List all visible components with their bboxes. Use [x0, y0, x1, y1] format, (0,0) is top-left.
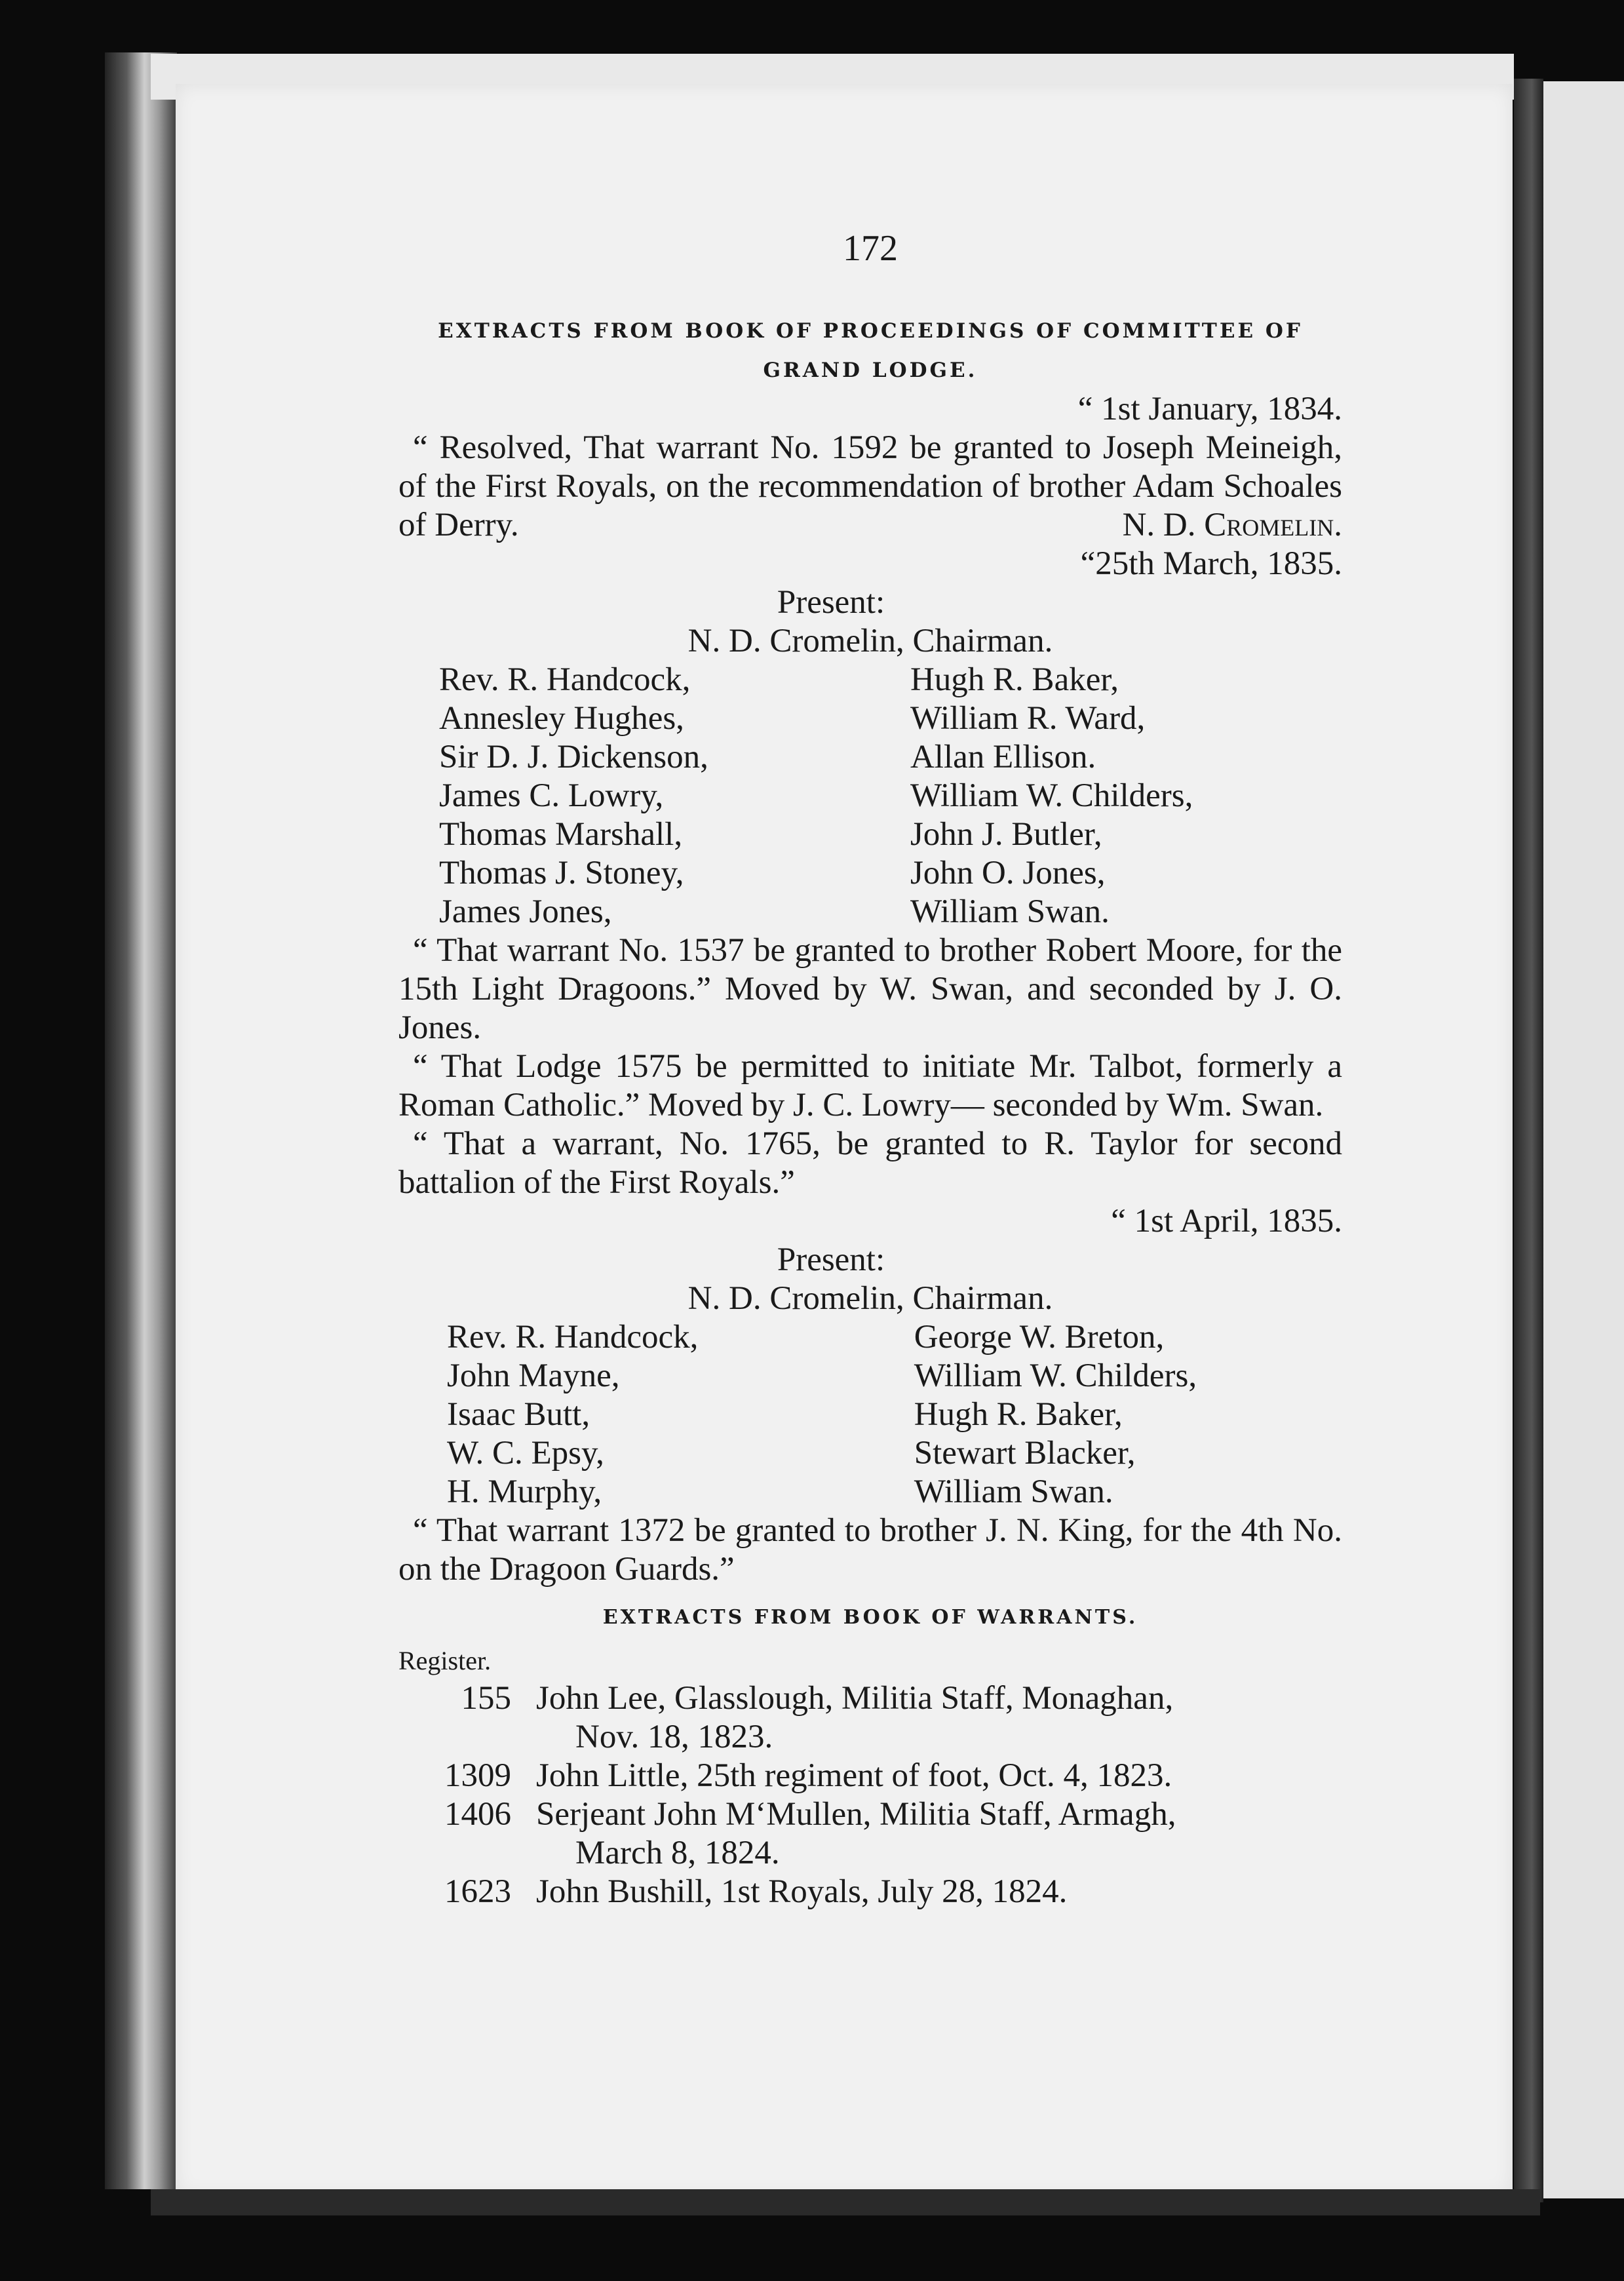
entry2-present-label: Present: [777, 584, 885, 621]
attendee-name: Sir D. J. Dickenson, [439, 739, 708, 775]
entry2-resolution: “ That Lodge 1575 be permitted to initiate Mr. Talbot, formerly a Roman Catholic.” Moved by J. C. Lowry— seconded by Wm. Swan. [398, 1048, 1342, 1123]
attendee-name: Isaac Butt, [447, 1396, 590, 1433]
entry1-text: “ Resolved, That warrant No. 1592 be granted to Joseph Meineigh, of the First Royals, on the recommendation of brother Adam Schoales of Derry. [398, 429, 1342, 543]
register-label: Register. [398, 1646, 492, 1675]
entry3-present-label: Present: [777, 1241, 885, 1278]
warrant-number: 155 [461, 1680, 511, 1717]
entry2-chairman: N. D. Cromelin, Chairman. [687, 623, 1053, 659]
attendee-name: William R. Ward, [910, 700, 1146, 737]
attendee-name: Thomas Marshall, [439, 816, 683, 853]
attendee-name: Hugh R. Baker, [914, 1396, 1123, 1433]
page-number: 172 [843, 228, 898, 269]
attendee-name: William Swan. [914, 1473, 1113, 1510]
attendee-name: Thomas J. Stoney, [439, 855, 684, 891]
page-text [398, 229, 1342, 1911]
attendee-name: Rev. R. Handcock, [439, 661, 691, 698]
attendee-name: John J. Butler, [910, 816, 1102, 853]
warrant-text-cont: Nov. 18, 1823. [575, 1719, 773, 1755]
entry3-attendees [447, 1318, 1342, 1511]
attendee-name: W. C. Epsy, [447, 1435, 604, 1472]
adjacent-page [1543, 81, 1624, 2198]
warrant-row [398, 1795, 1342, 1873]
attendee-name: James C. Lowry, [439, 777, 664, 814]
attendee-name: William W. Childers, [914, 1357, 1197, 1394]
warrant-text: Serjeant John M‘Mullen, Militia Staff, Armagh, [536, 1796, 1176, 1833]
attendee-name: William W. Childers, [910, 777, 1193, 814]
attendee-name: H. Murphy, [447, 1473, 602, 1510]
entry1-resolution [398, 429, 1342, 545]
entry3-resolution: “ That warrant 1372 be granted to brother J. N. King, for the 4th No. on the Dragoon Guards.” [398, 1512, 1342, 1588]
warrant-text-cont: March 8, 1824. [575, 1835, 780, 1871]
entry2-date: “25th March, 1835. [1080, 545, 1342, 582]
warrant-text: John Little, 25th regiment of foot, Oct. 4, 1823. [536, 1757, 1172, 1794]
attendee-name: Rev. R. Handcock, [447, 1319, 699, 1355]
attendee-name: Annesley Hughes, [439, 700, 684, 737]
attendee-name: William Swan. [910, 893, 1110, 930]
warrant-number: 1406 [444, 1796, 511, 1833]
attendee-name: Stewart Blacker, [914, 1435, 1136, 1472]
attendee-name: Hugh R. Baker, [910, 661, 1119, 698]
entry2-attendees [439, 661, 1342, 931]
proceedings-heading: EXTRACTS FROM BOOK OF PROCEEDINGS OF COMMITTEE OF GRAND LODGE. [438, 319, 1303, 382]
entry3-chairman: N. D. Cromelin, Chairman. [687, 1280, 1053, 1317]
entry3-date: “ 1st April, 1835. [1111, 1203, 1342, 1239]
book-spine [105, 52, 177, 2189]
entry1-date: “ 1st January, 1834. [1077, 391, 1342, 427]
warrant-row [398, 1757, 1342, 1795]
attendee-name: John O. Jones, [910, 855, 1106, 891]
warrant-number: 1623 [444, 1873, 511, 1910]
warrant-row [398, 1679, 1342, 1757]
attendee-name: James Jones, [439, 893, 612, 930]
attendee-name: Allan Ellison. [910, 739, 1096, 775]
page-gutter [1514, 79, 1543, 2202]
warrant-number: 1309 [444, 1757, 511, 1794]
warrant-row [398, 1873, 1342, 1911]
attendee-name: John Mayne, [447, 1357, 620, 1394]
warrant-text: John Bushill, 1st Royals, July 28, 1824. [536, 1873, 1068, 1910]
warrants-heading: EXTRACTS FROM BOOK OF WARRANTS. [602, 1606, 1138, 1629]
entry2-resolution: “ That warrant No. 1537 be granted to brother Robert Moore, for the 15th Light Dragoons.” Moved by W. Swan, and seconded by J. O. Jones. [398, 932, 1342, 1046]
warrant-text: John Lee, Glasslough, Militia Staff, Monaghan, [536, 1680, 1174, 1717]
entry1-signature: N. D. Cromelin. [1122, 507, 1342, 543]
attendee-name: George W. Breton, [914, 1319, 1165, 1355]
entry2-resolution: “ That a warrant, No. 1765, be granted to R. Taylor for second battalion of the First Royals.” [398, 1125, 1342, 1201]
page-bottom-edge [151, 2189, 1540, 2215]
